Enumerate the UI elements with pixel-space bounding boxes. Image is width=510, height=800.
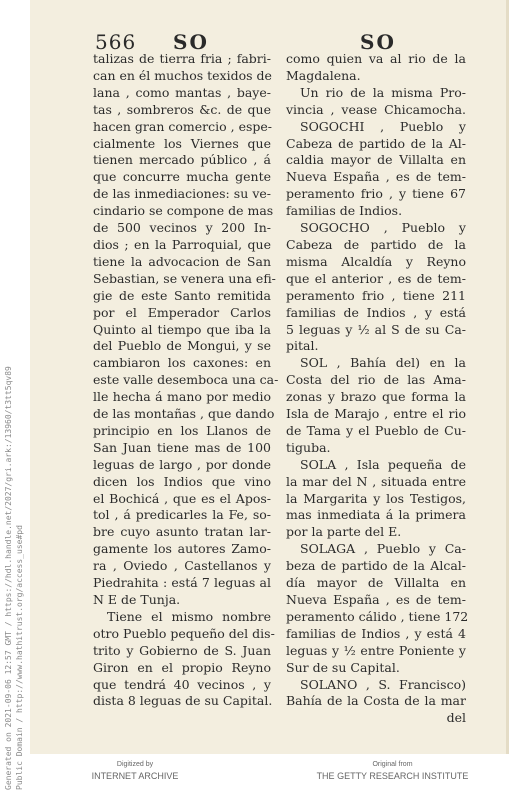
text-line: día mayor de Villalta en [286, 575, 466, 591]
text-line: tol , á predicarles la Fe, so- [93, 507, 271, 523]
text-line: que tendrá 40 vecinos , y [93, 676, 271, 692]
text-line: can en él muchos texidos de [93, 67, 272, 83]
text-line: del Pueblo de Mongui, y se [93, 338, 271, 354]
text-line: Costa del rio de las Ama- [286, 372, 466, 388]
internet-archive-label: INTERNET ARCHIVE [91, 771, 179, 781]
text-line: zonas y brazo que forma la [286, 389, 466, 405]
text-line: beza de partido de la Alcal- [286, 558, 466, 574]
text-line: familias de Indios , y está 4 [286, 625, 466, 641]
text-line: peramento frio , tiene 211 [286, 287, 466, 303]
text-line: el Bochicá , que es el Apos- [93, 490, 271, 506]
text-line: otro Pueblo pequeño del dis- [93, 625, 275, 641]
running-head-left: SO [173, 30, 209, 54]
running-head-right: SO [360, 30, 396, 54]
original-from-label: Original from [372, 761, 413, 768]
text-line: tiguba. [286, 439, 331, 455]
text-line: por el Emperador Carlos [93, 304, 271, 320]
text-line: Isla de Marajo , entre el rio [286, 406, 466, 422]
text-line: lana , como mantas , baye- [93, 84, 271, 100]
entry-heading-line: SOLAGA , Pueblo y Ca- [300, 541, 466, 557]
text-line: N E de Tunja. [93, 592, 181, 607]
text-line: gamente los autores Zamo- [93, 541, 271, 557]
text-line: Nueva España , es de tem- [286, 592, 466, 607]
text-line: Nueva España , es de tem- [286, 169, 466, 185]
text-line: peramento cálido , tiene 172 [286, 608, 469, 624]
original-from-credit [305, 760, 480, 782]
text-line: este valle desemboca una ca- [93, 372, 279, 388]
text-line: Sebastian, se venera una efi- [93, 270, 276, 286]
text-line: bre cuyo asunto tratan lar- [93, 524, 271, 540]
text-line: trito y Gobierno de S. Juan [93, 642, 271, 658]
text-line: Sur de su Capital. [286, 659, 400, 675]
text-line: Magdalena. [286, 67, 361, 83]
watermark-line-1: Generated on 2021-09-06 12:57 GMT / https://hdl.handle.net/2027/gri.ark:/13960/t3tt5qv89 [4, 366, 13, 790]
entry-heading-line: SOGOCHI , Pueblo y [300, 118, 466, 134]
text-line: Un rio de la misma Pro- [300, 84, 466, 100]
text-line: tienen mercado público , á [93, 152, 271, 168]
text-line: tiene la advocacion de San [93, 253, 271, 269]
text-line: por la parte del E. [286, 524, 402, 540]
entry-heading-line: SOLANO , S. Francisco) [300, 676, 466, 692]
text-line: de Tama y el Pueblo de Cu- [286, 422, 466, 438]
text-line: Quinto al tiempo que iba la [93, 321, 271, 337]
text-line: que el anterior , es de tem- [286, 270, 466, 286]
entry-heading-line: SOLA , Isla pequeña de [300, 456, 466, 472]
text-line: leguas de largo , por donde [93, 456, 271, 472]
text-line: la Margarita y los Testigos, [286, 490, 466, 506]
text-line: la mar del N , situada entre [286, 473, 466, 489]
text-line: principio en los Llanos de [93, 422, 271, 438]
right-text-column [286, 51, 469, 727]
catchword: del [446, 710, 466, 726]
text-line: misma Alcaldía y Reyno [286, 253, 466, 269]
hathitrust-watermark [3, 366, 25, 790]
text-line: familias de Indios. [286, 203, 403, 219]
text-line: San Juan tiene mas de 100 [93, 439, 271, 455]
text-line: leguas y ½ entre Poniente y [286, 642, 466, 658]
digitization-footer [0, 760, 510, 800]
text-line: Giron en el propio Reyno [93, 659, 271, 675]
text-line: mas inmediata á la primera [286, 507, 466, 523]
digitized-by-credit [70, 760, 200, 782]
left-text-column [93, 51, 279, 710]
watermark-line-2: Public Domain / http://www.hathitrust.org/access_use#pd [15, 525, 24, 790]
text-line: Piedrahita : está 7 leguas al [93, 575, 271, 591]
text-line: Bahía de la Costa de la mar [286, 693, 466, 709]
text-line: dios ; en la Parroquial, que [93, 236, 271, 252]
text-line: de las montañas , que dando [93, 406, 275, 422]
text-line: Cabeza de partido de la Al- [286, 135, 466, 151]
text-line: lle hecha á mano por medio [93, 389, 271, 405]
entry-heading-line: SOL , Bahía del) en la [300, 355, 466, 371]
text-line: gie de este Santo remitida [93, 287, 271, 303]
text-line: tas , sombreros &c. de que [93, 101, 271, 117]
text-line: dicen los Indios que vino [93, 473, 271, 489]
text-line: Tiene el mismo nombre [107, 608, 271, 624]
text-line: cialmente los Viernes que [93, 135, 271, 151]
text-line: cindario se compone de mas [93, 203, 274, 219]
text-line: 5 leguas y ½ al S de su Ca- [286, 321, 466, 337]
getty-institute-label: THE GETTY RESEARCH INSTITUTE [316, 771, 469, 781]
text-line: peramento frio , y tiene 67 [286, 186, 466, 202]
text-line: como quien va al rio de la [286, 51, 466, 66]
text-line: ra , Oviedo , Castellanos y [93, 558, 271, 574]
text-line: caldia mayor de Villalta en [286, 152, 466, 168]
text-line: talizas de tierra fria ; fabri- [93, 51, 271, 66]
text-line: de las inmediaciones: su ve- [93, 186, 271, 202]
text-line: de 500 vecinos y 200 In- [93, 220, 271, 236]
entry-heading-line: SOGOCHO , Pueblo y [300, 220, 466, 236]
text-line: vincia , vease Chicamocha. [286, 101, 466, 117]
text-line: hacen gran comercio , espe- [93, 118, 273, 134]
text-line: Cabeza de partido de la [286, 236, 466, 252]
digitized-by-label: Digitized by [116, 761, 154, 768]
text-line: familias de Indios , y está [286, 304, 466, 320]
text-line: cambiaron los caxones: en [93, 355, 271, 371]
text-line: pital. [286, 338, 319, 354]
page-number: 566 [95, 30, 137, 54]
text-line: dista 8 leguas de su Capital. [93, 693, 273, 709]
text-line: que concurre mucha gente [93, 169, 271, 185]
